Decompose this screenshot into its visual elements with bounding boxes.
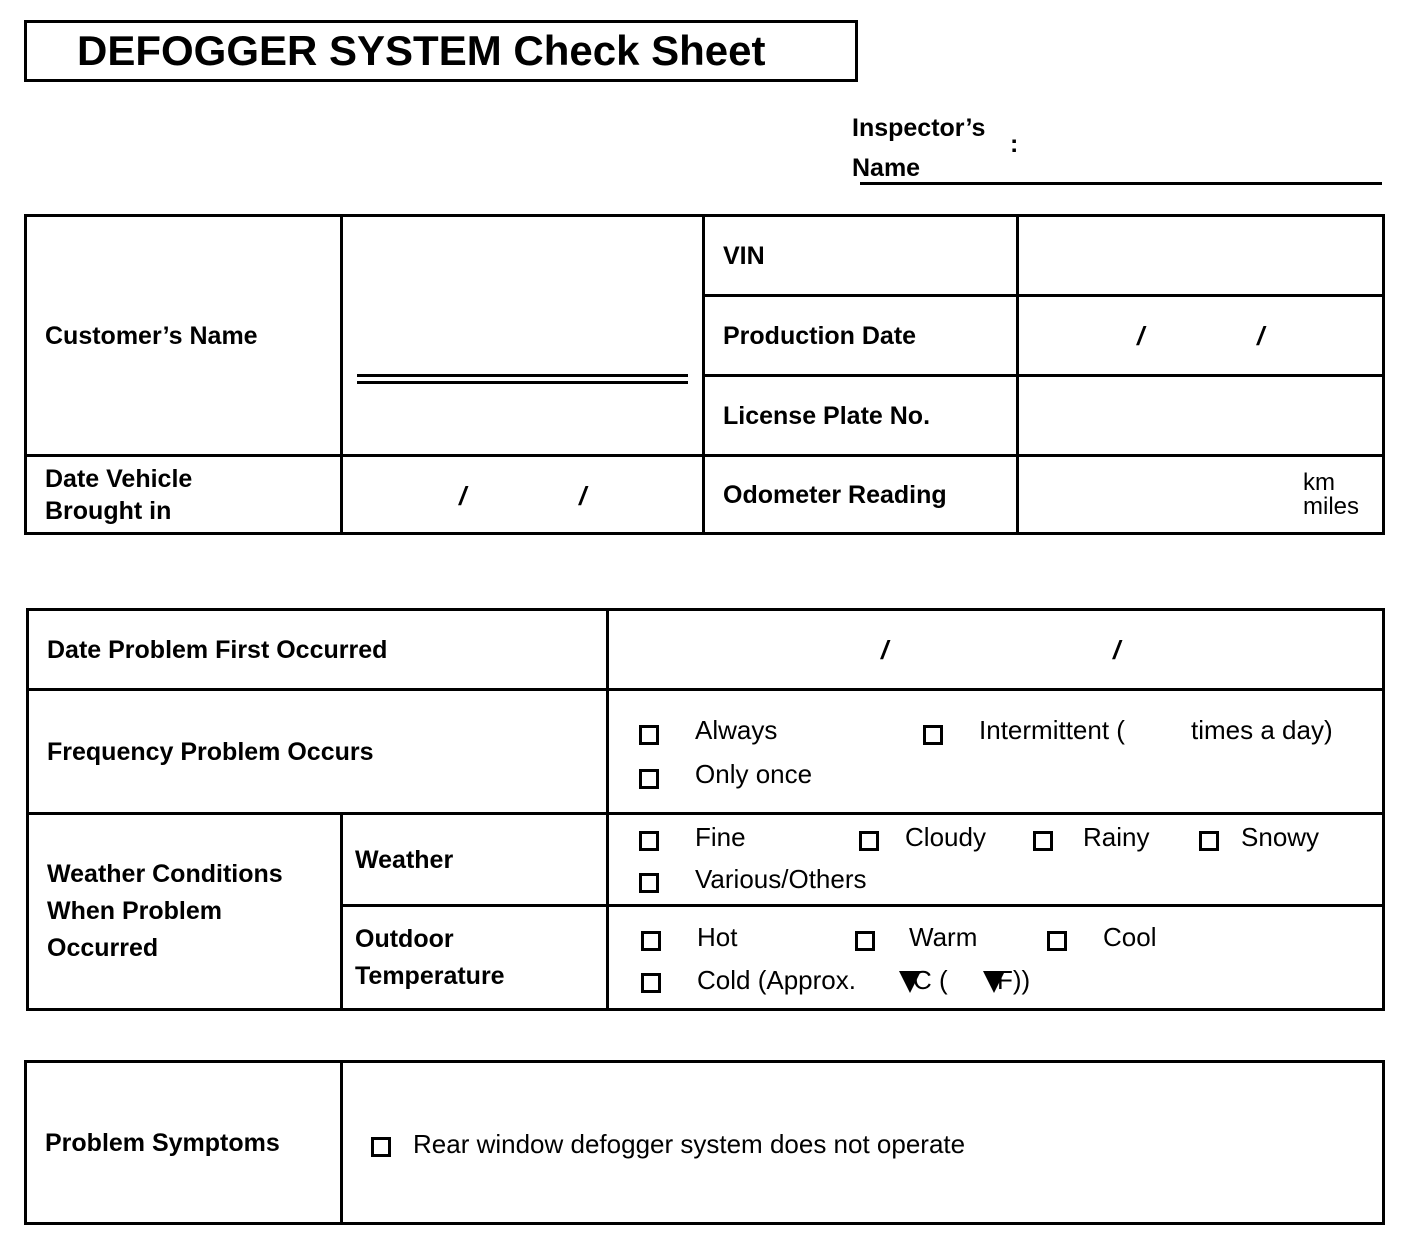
checkbox-intermittent[interactable] — [923, 725, 943, 745]
unit-celsius: C ( — [913, 965, 948, 995]
customer-name-field[interactable] — [342, 216, 704, 456]
vin-label: VIN — [704, 216, 1018, 296]
production-date-field[interactable] — [1018, 296, 1384, 376]
checkbox-cool[interactable] — [1047, 931, 1067, 951]
option-cloudy: Cloudy — [905, 822, 986, 852]
page-title: DEFOGGER SYSTEM Check Sheet — [24, 20, 858, 82]
date-first-occurred-field[interactable] — [608, 610, 1384, 690]
weather-label: Weather — [342, 814, 608, 906]
weather-conditions-label: Weather Conditions When Problem Occurred — [28, 814, 342, 1010]
inspector-name-label — [852, 108, 985, 188]
option-various: Various/Others — [695, 864, 867, 894]
checkbox-snowy[interactable] — [1199, 831, 1219, 851]
checkbox-various[interactable] — [639, 873, 659, 893]
vehicle-info-table — [24, 214, 1385, 535]
option-warm: Warm — [909, 922, 978, 952]
option-cool: Cool — [1103, 922, 1157, 952]
symptoms-options — [342, 1062, 1384, 1224]
inspector-name-field[interactable] — [860, 182, 1382, 185]
unit-miles: miles — [1303, 493, 1360, 520]
date-separator: / — [1137, 321, 1145, 351]
checkbox-cloudy[interactable] — [859, 831, 879, 851]
date-separator: / — [579, 481, 587, 511]
symptoms-table — [24, 1060, 1385, 1225]
option-cold: Cold (Approx. — [697, 965, 856, 995]
license-plate-label: License Plate No. — [704, 376, 1018, 456]
temperature-options — [608, 906, 1384, 1010]
customer-name-label: Customer’s Name — [26, 216, 342, 456]
inspector-label-line1: Inspector’s — [852, 114, 986, 142]
problem-symptoms-label: Problem Symptoms — [26, 1062, 342, 1224]
checkbox-only-once[interactable] — [639, 769, 659, 789]
date-separator: / — [1257, 321, 1265, 351]
inspector-colon: : — [1010, 130, 1019, 158]
customer-name-double-line — [357, 374, 688, 384]
option-only-once: Only once — [695, 759, 813, 789]
production-date-label: Production Date — [704, 296, 1018, 376]
fahrenheit-field[interactable] — [983, 965, 1030, 996]
option-rainy: Rainy — [1083, 822, 1150, 852]
checkbox-rainy[interactable] — [1033, 831, 1053, 851]
vin-field[interactable] — [1018, 216, 1384, 296]
weather-options — [608, 814, 1384, 906]
option-snowy: Snowy — [1241, 822, 1320, 852]
date-separator: / — [881, 635, 889, 665]
checkbox-fine[interactable] — [639, 831, 659, 851]
option-always: Always — [695, 715, 778, 745]
option-fine: Fine — [695, 822, 746, 852]
checkbox-always[interactable] — [639, 725, 659, 745]
option-defogger-not-operate: Rear window defogger system does not operate — [413, 1129, 966, 1159]
date-brought-in-label: Date Vehicle Brought in — [26, 456, 342, 534]
checkbox-cold[interactable] — [641, 973, 661, 993]
odometer-label: Odometer Reading — [704, 456, 1018, 534]
license-plate-field[interactable] — [1018, 376, 1384, 456]
frequency-options — [608, 690, 1384, 814]
frequency-label: Frequency Problem Occurs — [28, 690, 608, 814]
date-first-occurred-label: Date Problem First Occurred — [28, 610, 608, 690]
date-separator: / — [1113, 635, 1121, 665]
conditions-table — [26, 608, 1385, 1011]
outdoor-temperature-label: Outdoor Temperature — [342, 906, 608, 1010]
celsius-field[interactable] — [899, 965, 948, 996]
option-intermittent: Intermittent ( — [979, 715, 1125, 745]
checkbox-defogger-not-operate[interactable] — [371, 1137, 391, 1157]
date-brought-in-field[interactable] — [342, 456, 704, 534]
unit-km: km — [1303, 469, 1335, 496]
option-times-a-day: times a day) — [1191, 715, 1333, 745]
checkbox-hot[interactable] — [641, 931, 661, 951]
date-separator: / — [459, 481, 467, 511]
option-hot: Hot — [697, 922, 738, 952]
unit-fahrenheit: F)) — [997, 965, 1031, 995]
checkbox-warm[interactable] — [855, 931, 875, 951]
odometer-field[interactable] — [1018, 456, 1384, 534]
inspector-label-line2: Name — [852, 154, 921, 182]
